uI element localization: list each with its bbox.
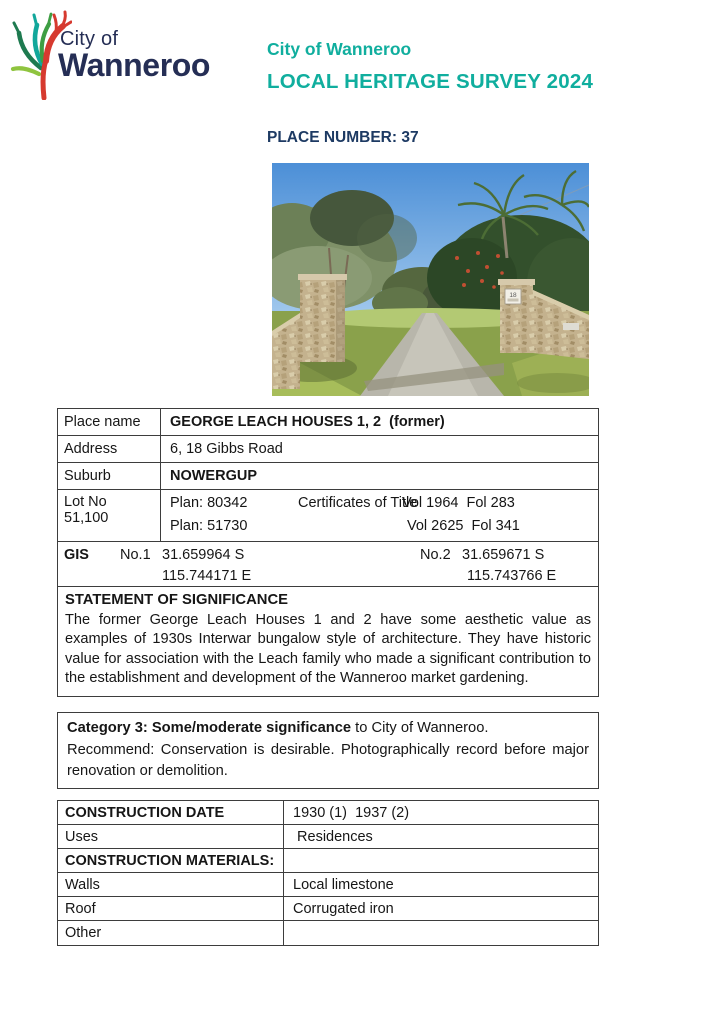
gate-sign-number: 18 [509,292,517,299]
document-title-line2: LOCAL HERITAGE SURVEY 2024 [267,70,594,93]
gis-label: GIS [64,547,89,563]
statement-text: The former George Leach Houses 1 and 2 have some aesthetic value as examples of 1930s Interwar bungalow style of architecture. They have historic value for association with the Leach family who made a significant contribution to the establishment and development of the Wanneroo market gardening. [65,612,591,687]
statement-heading: STATEMENT OF SIGNIFICANCE [65,592,289,608]
suburb-value: NOWERGUP [170,468,257,484]
construction-table [57,800,599,946]
roof-row [58,897,598,921]
site-photo [272,163,589,396]
certificates-of-title-label: Certificates of Title [298,495,418,511]
city-of-wanneroo-logo [10,6,240,101]
place-name-label: Place name [58,409,161,435]
roof-value: Corrugated iron [293,900,394,917]
address-row [58,436,598,463]
walls-value: Local limestone [293,876,394,893]
uses-label: Uses [58,825,284,848]
construction-date-value: 1930 (1) 1937 (2) [293,804,410,821]
gis-no2-longitude: 115.743766 E [467,568,557,584]
certificate-1: Vol 1964 Fol 283 [402,495,515,511]
statement-of-significance-section [58,587,598,696]
walls-row [58,873,598,897]
uses-value: Residences [293,828,373,845]
lot-row [58,490,598,542]
roof-label: Roof [58,897,284,920]
walls-label: Walls [58,873,284,896]
document-title-line1: City of Wanneroo [267,39,412,59]
category-title-line [67,720,589,736]
gis-no1-latitude: 31.659964 S [162,547,245,563]
construction-date-label: CONSTRUCTION DATE [58,801,284,824]
logo-text-city-of: City of [60,28,119,50]
logo-text-wanneroo: Wanneroo [58,47,211,83]
certificate-2: Vol 2625 Fol 341 [407,518,520,534]
category-title-rest: to City of Wanneroo. [351,720,489,736]
address-label: Address [58,436,161,462]
suburb-row [58,463,598,490]
place-details-table [57,408,599,697]
other-value [284,921,598,945]
plan-2: Plan: 51730 [170,518,248,534]
place-name-row [58,409,598,436]
address-value: 6, 18 Gibbs Road [170,441,283,457]
gis-no1-label: No.1 [120,547,151,563]
category-box [57,712,599,789]
plan-1: Plan: 80342 [170,495,248,511]
place-name-value: GEORGE LEACH HOUSES 1, 2 (former) [170,414,445,430]
gis-no2-label: No.2 [420,547,451,563]
construction-materials-value [284,849,598,872]
suburb-label: Suburb [58,463,161,489]
category-title-bold: Category 3: Some/moderate significance [67,720,352,736]
category-recommendation: Recommend: Conservation is desirable. Photographically record before major renovation or demolition. [67,742,589,779]
uses-row [58,825,598,849]
site-photo-illustration [272,163,589,396]
other-label: Other [58,921,284,945]
lot-label: Lot No 51,100 [58,490,161,541]
gis-no2-latitude: 31.659671 S [462,547,545,563]
gis-no1-longitude: 115.744171 E [162,568,252,584]
other-row [58,921,598,945]
lot-plans-cell [161,490,598,541]
construction-materials-row [58,849,598,873]
construction-date-row [58,801,598,825]
place-number: PLACE NUMBER: 37 [267,129,419,146]
gis-row [58,542,598,587]
construction-materials-label: CONSTRUCTION MATERIALS: [58,849,284,872]
